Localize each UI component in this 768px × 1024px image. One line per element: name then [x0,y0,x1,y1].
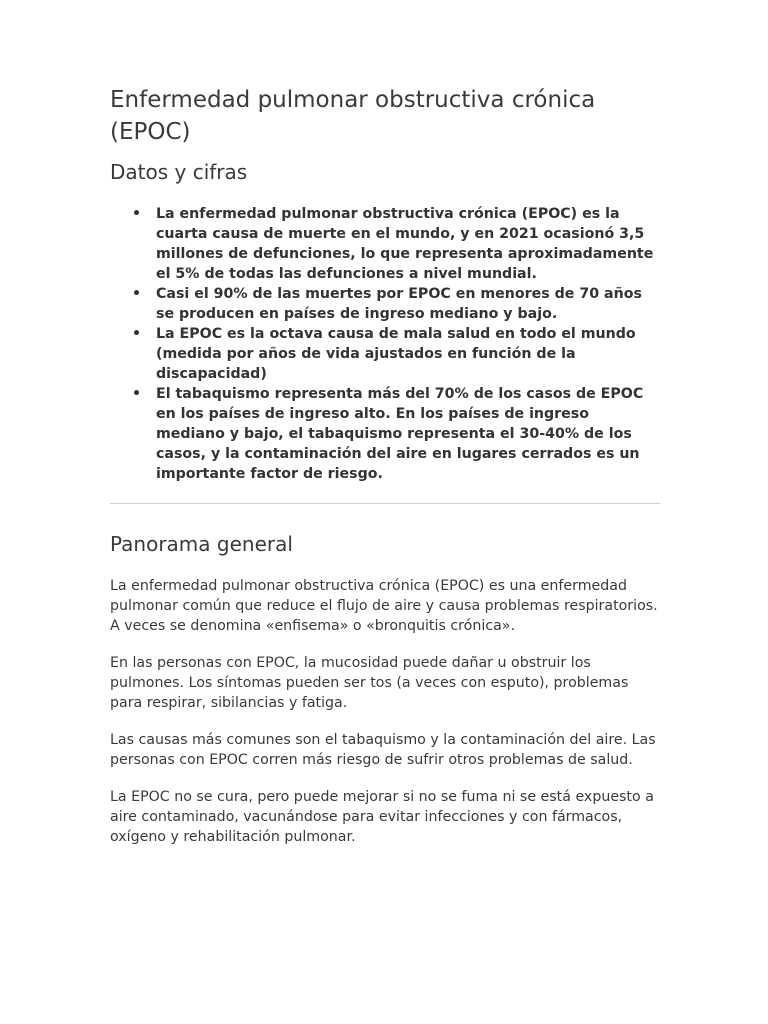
bullet-icon: • [132,206,142,222]
fact-text: La EPOC es la octava causa de mala salud en todo el mundo (medida por años de vida ajustados en función de la discapacidad) [156,326,636,382]
fact-text: La enfermedad pulmonar obstructiva crónica (EPOC) es la cuarta causa de muerte en el mundo, y en 2021 ocasionó 3,5 millones de defunciones, lo que representa aproximadamente el 5% de todas las defunciones a nivel mundial. [156,206,654,282]
fact-item [110,204,660,284]
overview-paragraph: La enfermedad pulmonar obstructiva crónica (EPOC) es una enfermedad pulmonar común que reduce el flujo de aire y causa problemas respiratorios. A veces se denomina «enfisema» o «bronquitis crónica». [110,578,658,634]
document-content [110,84,660,864]
fact-item [110,324,660,384]
overview-paragraph: Las causas más comunes son el tabaquismo y la contaminación del aire. Las personas con EPOC corren más riesgo de sufrir otros problemas de salud. [110,732,656,768]
facts-list [110,204,660,484]
page-title: Enfermedad pulmonar obstructiva crónica (EPOC) [110,87,596,145]
fact-text: El tabaquismo representa más del 70% de los casos de EPOC en los países de ingreso alto. En los países de ingreso mediano y bajo, el tabaquismo representa el 30-40% de los casos, y la contaminación del aire en lugares cerrados es un importante factor de riesgo. [156,386,644,482]
overview-heading: Panorama general [110,532,293,556]
bullet-icon: • [132,386,142,402]
fact-item [110,284,660,324]
section-divider [110,503,660,504]
bullet-icon: • [132,286,142,302]
bullet-icon: • [132,326,142,342]
overview-paragraph: En las personas con EPOC, la mucosidad puede dañar u obstruir los pulmones. Los síntomas pueden ser tos (a veces con esputo), problemas para respirar, sibilancias y fatiga. [110,655,629,711]
overview-paragraph: La EPOC no se cura, pero puede mejorar si no se fuma ni se está expuesto a aire contaminado, vacunándose para evitar infecciones y con fármacos, oxígeno y rehabilitación pulmonar. [110,789,654,845]
facts-heading: Datos y cifras [110,160,248,184]
fact-text: Casi el 90% de las muertes por EPOC en menores de 70 años se producen en países de ingreso mediano y bajo. [156,286,642,322]
overview-body [110,576,660,847]
fact-item [110,384,660,484]
